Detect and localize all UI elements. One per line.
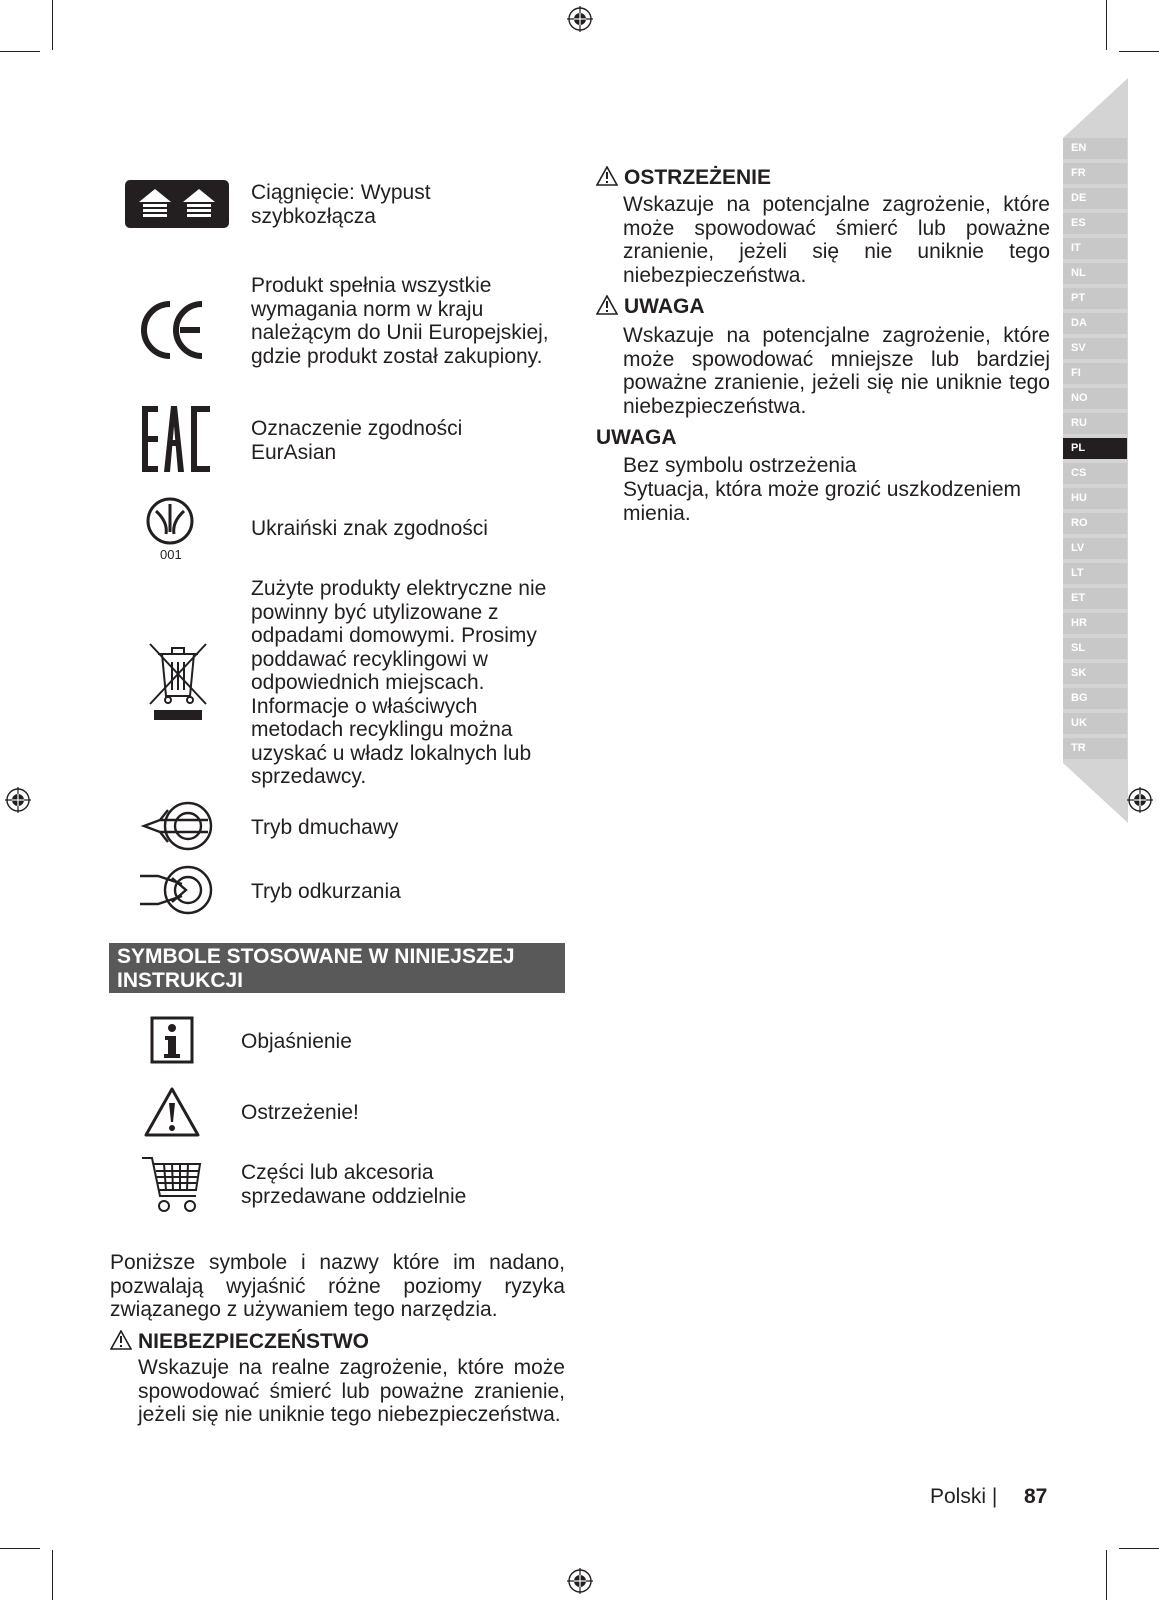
ukraine-mark-code: 001: [160, 547, 182, 562]
language-tab-fi[interactable]: FI: [1063, 363, 1127, 384]
language-tab-da[interactable]: DA: [1063, 313, 1127, 334]
symbol-text: Tryb dmuchawy: [251, 816, 399, 839]
language-tab-sv[interactable]: SV: [1063, 338, 1127, 359]
shopping-cart-icon: [140, 1154, 204, 1214]
page-number: 87: [1024, 1485, 1048, 1508]
warning-triangle-icon: [596, 166, 618, 186]
language-tab-bg[interactable]: BG: [1063, 688, 1127, 709]
quick-coupler-icon: [125, 180, 229, 228]
intro-paragraph: Poniższe symbole i nazwy które im nadano, pozwalają wyjaśnić różne poziomy ryzyka związanego z używaniem tego narzędzia.: [110, 1251, 565, 1321]
warning-text: Wskazuje na potencjalne zagrożenie, które może spowodować śmierć lub poważne zranienie, jeżeli się nie uniknie tego niebezpieczeństwa.: [623, 193, 1050, 287]
symbol-text: Tryb odkurzania: [251, 880, 401, 903]
symbol-text: Oznaczenie zgodności EurAsian: [251, 417, 463, 464]
notice-line2: Sytuacja, która może grozić uszkodzeniem mienia.: [623, 478, 1022, 525]
language-tab-nl[interactable]: NL: [1063, 263, 1127, 284]
blower-mode-icon: [138, 800, 214, 852]
symbol-text: Części lub akcesoria sprzedawane oddzielnie: [241, 1161, 467, 1208]
caution-title: UWAGA: [624, 295, 705, 318]
crop-mark: [1106, 1550, 1107, 1600]
language-tab-de[interactable]: DE: [1063, 188, 1127, 209]
language-tab-lt[interactable]: LT: [1063, 563, 1127, 584]
section-title: SYMBOLE STOSOWANE W NINIEJSZEJ INSTRUKCJI: [109, 943, 565, 993]
language-tab-sk[interactable]: SK: [1063, 663, 1127, 684]
ce-mark-icon: [140, 300, 206, 360]
eac-mark-icon: [142, 406, 210, 472]
language-tab-pt[interactable]: PT: [1063, 288, 1127, 309]
warning-title: OSTRZEŻENIE: [624, 166, 772, 189]
warning-heading: [596, 166, 1051, 190]
crop-mark: [52, 1550, 53, 1600]
weee-bin-icon: [148, 642, 208, 722]
footer-language: Polski |: [930, 1485, 998, 1508]
language-tab-ro[interactable]: RO: [1063, 513, 1127, 534]
ukraine-mark-icon: [144, 496, 196, 546]
vacuum-mode-icon: [138, 864, 214, 916]
danger-text: Wskazuje na realne zagrożenie, które może spowodować śmierć lub poważne zranienie, jeżeli się nie uniknie tego niebezpieczeństwa.: [138, 1356, 565, 1426]
language-tab-cs[interactable]: CS: [1063, 463, 1127, 484]
language-tab-hu[interactable]: HU: [1063, 488, 1127, 509]
crop-mark: [0, 51, 40, 52]
language-tab-fr[interactable]: FR: [1063, 163, 1127, 184]
warning-triangle-icon: [143, 1086, 201, 1138]
symbol-text: Zużyte produkty elektryczne nie powinny być utylizowane z odpadami domowymi. Prosimy poddawać recyklingowi w odpowiednich miejscach. Informacje o właściwych metodach recyklingu można uzyskać u władz lokalnych lub sprzedawcy.: [251, 577, 547, 788]
crop-mark: [1106, 0, 1107, 50]
language-tab-pl[interactable]: PL: [1063, 438, 1127, 459]
registration-mark-icon: [567, 1568, 593, 1594]
crop-mark: [52, 0, 53, 50]
registration-mark-icon: [5, 787, 31, 813]
language-tab-hr[interactable]: HR: [1063, 613, 1127, 634]
symbol-text: Produkt spełnia wszystkie wymagania norm w kraju należącym do Unii Europejskiej, gdzie produkt został zakupiony.: [251, 274, 549, 368]
registration-mark-icon: [1127, 787, 1153, 813]
info-icon: [150, 1016, 194, 1064]
warning-triangle-icon: [596, 295, 618, 315]
language-tab-uk[interactable]: UK: [1063, 713, 1127, 734]
registration-mark-icon: [567, 6, 593, 32]
symbol-text: Objaśnienie: [241, 1030, 352, 1053]
danger-heading: [110, 1330, 565, 1354]
language-tab-sl[interactable]: SL: [1063, 638, 1127, 659]
symbol-text: Ostrzeżenie!: [241, 1101, 359, 1124]
language-tab-lv[interactable]: LV: [1063, 538, 1127, 559]
crop-mark: [0, 1548, 40, 1549]
crop-mark: [1119, 1548, 1159, 1549]
notice-title: UWAGA: [596, 426, 677, 449]
language-tab-en[interactable]: EN: [1063, 138, 1127, 159]
symbol-text: Ukraiński znak zgodności: [251, 517, 488, 540]
language-tab-ru[interactable]: RU: [1063, 413, 1127, 434]
notice-line1: Bez symbolu ostrzeżenia: [623, 454, 857, 477]
caution-heading: [596, 295, 1051, 319]
language-tab-et[interactable]: ET: [1063, 588, 1127, 609]
danger-title: NIEBEZPIECZEŃSTWO: [138, 1330, 370, 1353]
crop-mark: [1119, 51, 1159, 52]
language-tab-no[interactable]: NO: [1063, 388, 1127, 409]
language-tab-tr[interactable]: TR: [1063, 738, 1127, 759]
language-tab-es[interactable]: ES: [1063, 213, 1127, 234]
caution-text: Wskazuje na potencjalne zagrożenie, które może spowodować mniejsze lub bardziej poważne zranienie, jeżeli się nie uniknie tego niebezpieczeństwa.: [623, 324, 1050, 418]
language-tab-it[interactable]: IT: [1063, 238, 1127, 259]
symbol-text: Ciągnięcie: Wypust szybkozłącza: [251, 181, 431, 228]
warning-triangle-icon: [110, 1330, 132, 1350]
